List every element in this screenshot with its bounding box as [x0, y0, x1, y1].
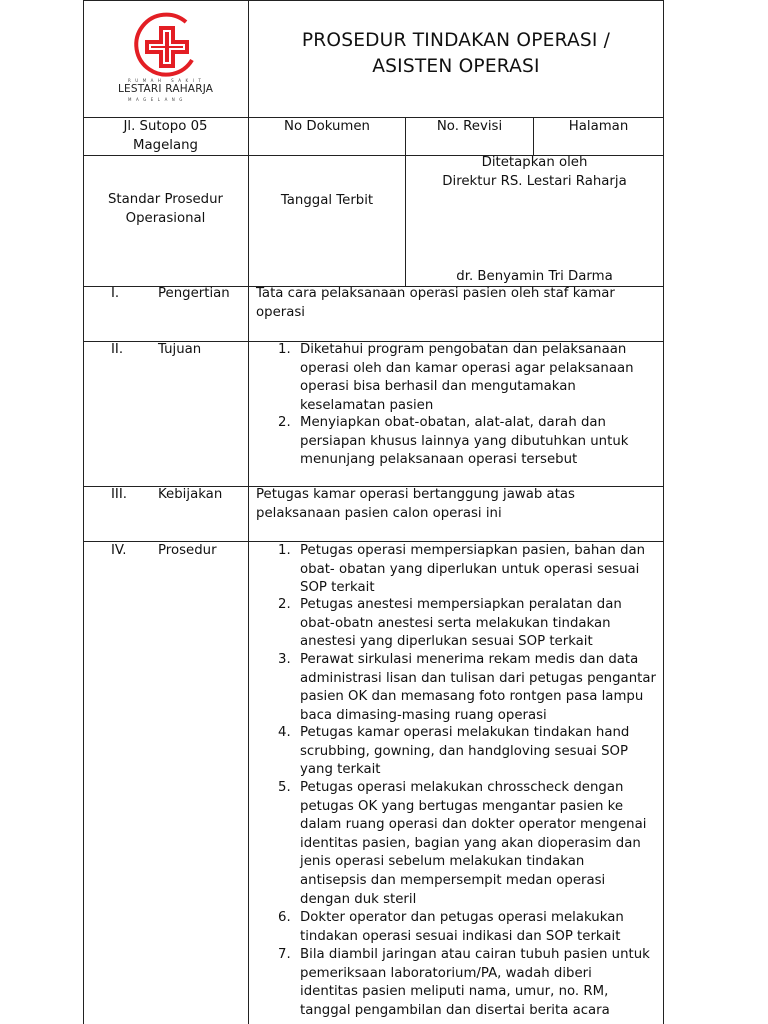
no-dokumen-label: No Dokumen [284, 119, 370, 134]
ditetapkan-oleh: Ditetapkan oleh [481, 155, 588, 170]
document-title [249, 28, 663, 80]
section-label-kebijakan: Kebijakan [158, 487, 223, 502]
list-number: 1. [278, 342, 291, 357]
logo-name: LESTARI RAHARJA [118, 83, 214, 95]
tanggal-terbit-label: Tanggal Terbit [280, 193, 374, 208]
logo-bottom-text: MAGELANG [128, 97, 187, 102]
list-number: 5. [278, 780, 291, 795]
list-number: 2. [278, 597, 291, 612]
section-label-pengertian: Pengertian [158, 286, 230, 301]
pengertian-text: Tata cara pelaksanaan operasi pasien oleh staf kamar operasi [256, 286, 615, 320]
list-number: 4. [278, 725, 291, 740]
list-number: 3. [278, 652, 291, 667]
list-item: Diketahui program pengobatan dan pelaksanaan operasi oleh dan kamar operasi agar pelaksanaan operasi bisa berhasil dan mengutamakan keselamatan pasien [300, 342, 634, 413]
list-item: Petugas operasi mempersiapkan pasien, bahan dan obat- obatan yang diperlukan untuk operasi sesuai SOP terkait [300, 543, 646, 596]
section-number-4: IV. [111, 543, 127, 558]
list-item: Dokter operator dan petugas operasi melakukan tindakan operasi sesuai indikasi dan SOP terkait [300, 910, 624, 944]
address: Jl. Sutopo 05 Magelang [123, 119, 208, 153]
list-item: Perawat sirkulasi menerima rekam medis dan data administrasi lisan dan tulisan dari petugas pengantar pasien OK dan memasang foto rontgen pasa lampu baca dimasing-masing ruang operasi [300, 652, 656, 723]
title-line-2: ASISTEN OPERASI [372, 56, 540, 77]
section-label-prosedur: Prosedur [158, 543, 217, 558]
signatory-name: dr. Benyamin Tri Darma [456, 269, 613, 284]
list-item: Petugas anestesi mempersiapkan peralatan dan obat-obatn anestesi serta melakukan tindakan anestesi yang diperlukan sesuai SOP terkait [300, 597, 622, 650]
list-number: 6. [278, 910, 291, 925]
list-number: 1. [278, 543, 291, 558]
list-number: 2. [278, 415, 291, 430]
list-item: Petugas kamar operasi melakukan tindakan hand scrubbing, gowning, dan handgloving sesuai SOP yang terkait [300, 725, 630, 778]
kebijakan-text: Petugas kamar operasi bertanggung jawab atas pelaksanaan pasien calon operasi ini [256, 487, 575, 521]
list-number: 7. [278, 947, 291, 962]
list-item: Menyiapkan obat-obatan, alat-alat, darah dan persiapan khusus lainnya yang dibutuhkan untuk menunjang pelaksanaan operasi tersebut [300, 415, 629, 468]
section-number-2: II. [111, 342, 124, 357]
list-item: Bila diambil jaringan atau cairan tubuh pasien untuk pemeriksaan laboratorium/PA, wadah diberi identitas pasien meliputi nama, umur, no. RM, tanggal pengambilan dan disertai berita acara [300, 947, 650, 1018]
list-item: Petugas operasi melakukan chrosscheck dengan petugas OK yang bertugas mengantar pasien ke dalam ruang operasi dan dokter operator mengenai identitas pasien, bagian yang akan dioperasim dan jenis operasi sebelum melakukan tindakan antisepsis dan mempersempit medan operasi dengan duk steril [300, 780, 647, 907]
halaman-label: Halaman [568, 119, 629, 134]
section-label-tujuan: Tujuan [158, 342, 202, 357]
logo-top-text: RUMAH SAKIT [128, 78, 206, 83]
sop-label: Standar Prosedur Operasional [107, 192, 224, 226]
red-cross-logo-icon [128, 8, 204, 84]
no-revisi-label: No. Revisi [436, 119, 503, 134]
section-number-3: III. [111, 487, 127, 502]
title-line-1: PROSEDUR TINDAKAN OPERASI / [301, 30, 611, 51]
ditetapkan-direktur: Direktur RS. Lestari Raharja [442, 174, 627, 189]
section-number-1: I. [111, 286, 120, 301]
